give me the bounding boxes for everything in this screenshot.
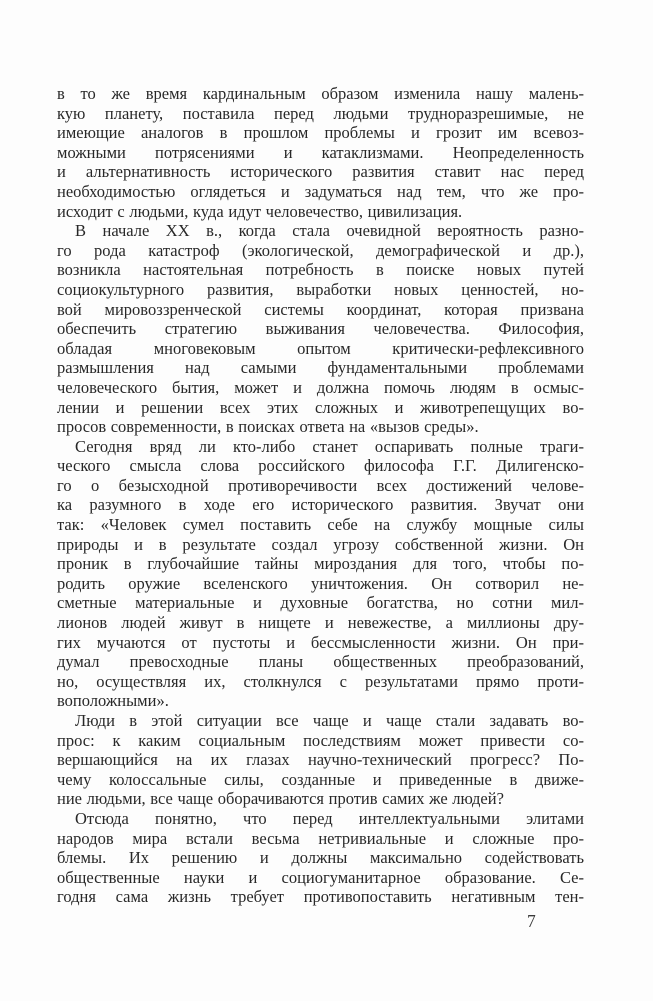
- text-line: так: «Человек сумел поставить себе на службу мощные силы: [57, 515, 584, 535]
- text-line: Отсюда понятно, что перед интеллектуальными элитами: [75, 808, 584, 828]
- text-line: Сегодня вряд ли кто-либо станет оспаривать полные траги-: [75, 436, 584, 456]
- paragraph: [57, 437, 584, 711]
- text-line: блемы. Их решению и должны максимально содействовать: [57, 848, 584, 868]
- text-line: народов мира встали весьма нетривиальные и сложные про-: [57, 828, 584, 848]
- text-line: лионов людей живут в нищете и невежестве, а миллионы дру-: [57, 613, 584, 633]
- paragraph: [57, 84, 584, 221]
- text-line: прос: к каким социальным последствиям может привести со-: [57, 730, 584, 750]
- text-line: проник в глубочайшие тайны мироздания для того, чтобы по-: [57, 554, 584, 574]
- text-block: [57, 84, 584, 907]
- text-line: размышления над самыми фундаментальными проблемами: [57, 358, 584, 378]
- text-line: ние людьми, все чаще оборачиваются против самих же людей?: [57, 789, 504, 809]
- paragraph: [57, 711, 584, 809]
- text-line: обеспечить стратегию выживания человечества. Философия,: [57, 319, 584, 339]
- text-line: лении и решении всех этих сложных и животрепещущих во-: [57, 397, 584, 417]
- text-line: обладая многовековым опытом критически-рефлексивного: [57, 338, 584, 358]
- text-line: гих мучаются от пустоты и бессмысленности жизни. Он при-: [57, 632, 584, 652]
- text-line: человеческого бытия, может и должна помочь людям в осмыс-: [57, 377, 584, 397]
- text-line: В начале XX в., когда стала очевидной вероятность разно-: [75, 221, 584, 241]
- text-line: но, осуществляя их, столкнулся с результатами прямо проти-: [57, 671, 584, 691]
- text-line: и альтернативность исторического развития ставит нас перед: [57, 162, 584, 182]
- paragraph: [57, 221, 584, 437]
- page-number: 7: [527, 911, 536, 931]
- text-line: социокультурного развития, выработки новых ценностей, но-: [57, 279, 584, 299]
- paragraph: [57, 809, 584, 907]
- text-line: Люди в этой ситуации все чаще и чаще стали задавать во-: [75, 711, 584, 730]
- text-line: вершающийся на их глазах научно-технический прогресс? По-: [57, 750, 584, 770]
- text-line: ческого смысла слова российского философа Г.Г. Дилигенско-: [57, 456, 584, 476]
- text-line: го рода катастроф (экологической, демографической и др.),: [57, 240, 584, 260]
- text-line: ка разумного в ходе его исторического развития. Звучат они: [57, 495, 584, 515]
- text-line: общественные науки и социогуманитарное образование. Се-: [57, 867, 584, 887]
- text-line: природы и в результате создал угрозу собственной жизни. Он: [57, 534, 584, 554]
- text-line: возникла настоятельная потребность в поиске новых путей: [57, 260, 584, 280]
- text-line: воположными».: [57, 691, 169, 711]
- text-line: необходимостью оглядеться и задуматься над тем, что же про-: [57, 181, 584, 201]
- text-line: просов современности, в поисках ответа на «вызов среды».: [57, 417, 479, 437]
- text-line: в то же время кардинальным образом изменила нашу малень-: [57, 84, 584, 103]
- text-line: го о безысходной противоречивости всех достижений челове-: [57, 475, 584, 495]
- text-line: можными потрясениями и катаклизмами. Неопределенность: [57, 142, 584, 162]
- text-line: чему колоссальные силы, созданные и приведенные в движе-: [57, 769, 584, 789]
- text-line: кую планету, поставила перед людьми трудноразрешимые, не: [57, 103, 584, 123]
- text-line: родить оружие вселенского уничтожения. Он сотворил не-: [57, 573, 584, 593]
- text-line: сметные материальные и духовные богатства, но сотни мил-: [57, 593, 584, 613]
- text-line: имеющие аналогов в прошлом проблемы и грозит им всевоз-: [57, 123, 584, 143]
- text-line: годня сама жизнь требует противопоставить негативным тен-: [57, 887, 584, 907]
- text-line: думал превосходные планы общественных преобразований,: [57, 652, 584, 672]
- text-line: вой мировоззренческой системы координат, которая призвана: [57, 299, 584, 319]
- text-line: исходит с людьми, куда идут человечество, цивилизация.: [57, 201, 463, 221]
